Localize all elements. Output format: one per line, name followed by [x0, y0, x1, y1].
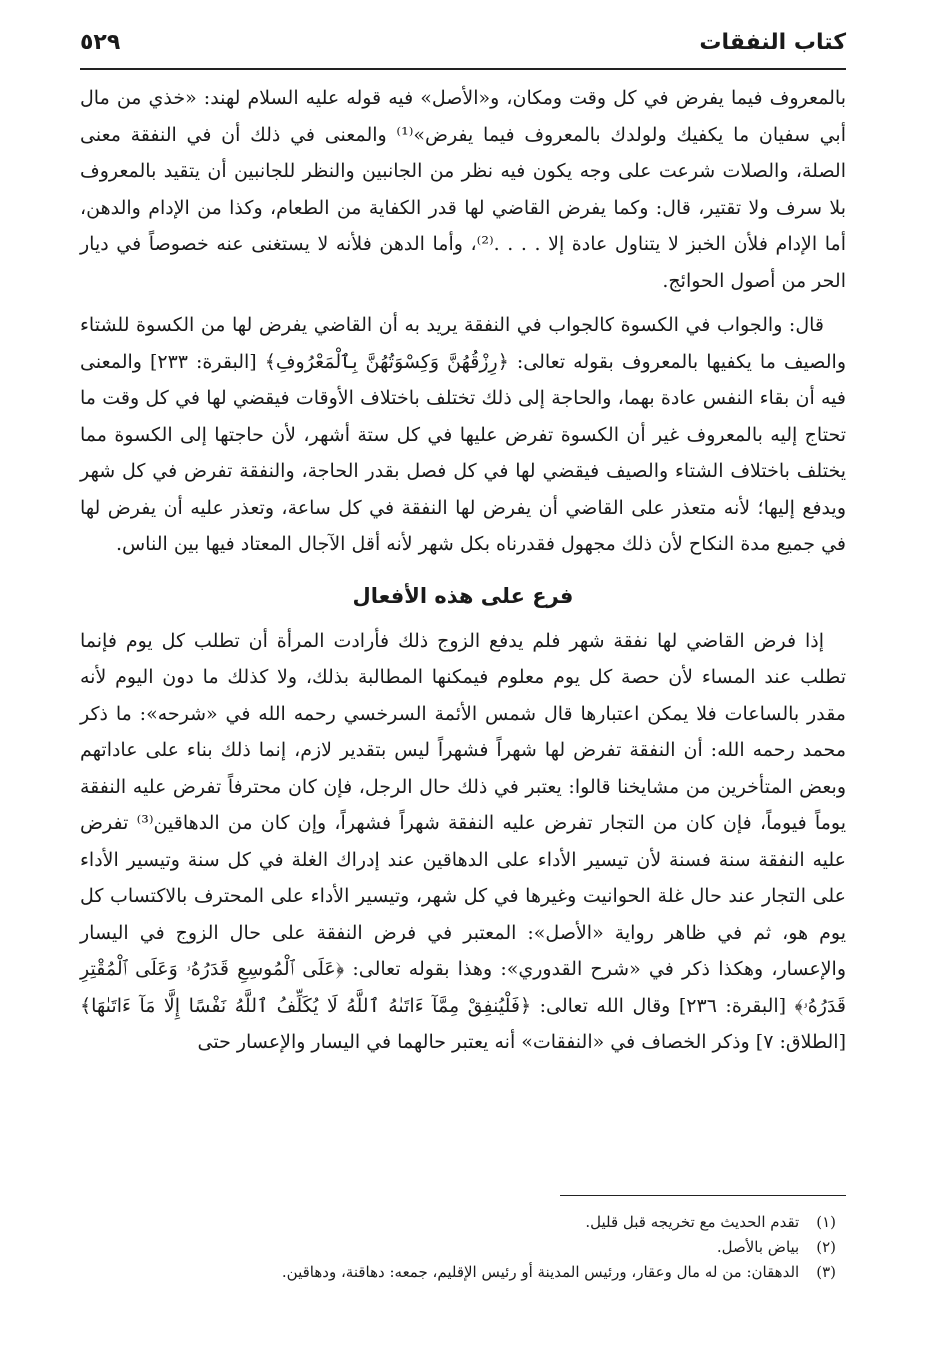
footnote	[80, 1210, 836, 1235]
header-divider	[80, 68, 846, 70]
footnote-number: (٣)	[816, 1263, 836, 1281]
footnote-number: (٢)	[816, 1238, 836, 1256]
page-header	[80, 28, 846, 68]
footnote-number: (١)	[816, 1213, 836, 1231]
footnotes	[80, 1210, 836, 1285]
paragraph: قال: والجواب في الكسوة كالجواب في النفقة يريد به أن القاضي يفرض لها من الكسوة للشتاء والصيف ما يكفيها بالمعروف بقوله تعالى: ﴿رِزْقُهُنَّ وَكِسْوَتُهُنَّ بِٱلْمَعْرُوفِ﴾ [البقرة: ٢٣٣] والمعنى فيه أن بقاء النفس عادة بهما، والحاجة إلى ذلك تختلف باختلاف الأوقات فيقضي لها في كل وقت ما تحتاج إليه بالمعروف غير أن الكسوة تفرض عليها في كل ستة أشهر، لأن حاجتها إلى الكسوة مما يختلف باختلاف الشتاء والصيف فيقضي لها في كل فصل بقدر الحاجة، والنفقة تفرض في كل شهر ويدفع إليها؛ لأنه متعذر على القاضي أن يفرض لها النفقة في كل ساعة، وتعذر عليه أن يفرض لها في جميع مدة النكاح لأن ذلك مجهول فقدرناه بكل شهر لأنه أقل الآجال المعتاد فيها بين الناس.	[80, 314, 846, 555]
footnote	[80, 1235, 836, 1260]
paragraph: إذا فرض القاضي لها نفقة شهر فلم يدفع الزوج ذلك فأرادت المرأة أن تطلب كل يوم فإنما تطلب عند المساء لأن حصة كل يوم معلوم فيمكنها المطالبة بذلك، ولا كذلك ما دون اليوم لأنه مقدر بالساعات فلا يمكن اعتبارها قال شمس الأئمة السرخسي رحمه الله في «شرحه»: ما ذكر محمد رحمه الله: أن النفقة تفرض لها شهراً فشهراً ليس بتقدير لازم، إنما ذلك بناء على عاداتهم وبعض المتأخرين من مشايخنا قالوا: يعتبر في ذلك حال الرجل، فإن كان محترفاً تفرض عليه النفقة يوماً فيوماً، فإن كان من التجار تفرض عليه النفقة شهراً فشهراً، وإن كان من الدهاقين⁽³⁾ تفرض عليه النفقة سنة فسنة لأن تيسير الأداء على الدهاقين عند إدراك الغلة في كل سنة وتيسير الأداء على التجار عند حال غلة الحوانيت وغيرها في كل شهر، وتيسير الأداء على المحترف بالاكتساب كل يوم هو، ثم في ظاهر رواية «الأصل»: المعتبر في فرض النفقة على حال الزوج في اليسار والإعسار، وهكذا ذكر في «شرح القدوري»: وهذا بقوله تعالى: ﴿عَلَى ٱلْمُوسِعِ قَدَرُهُۥ وَعَلَى ٱلْمُقْتِرِ قَدَرُهُۥ﴾ [البقرة: ٢٣٦] وقال الله تعالى: ﴿فَلْيُنفِقْ مِمَّآ ءَاتَىٰهُ ٱللَّهُ لَا يُكَلِّفُ ٱللَّهُ نَفْسًا إِلَّا مَآ ءَاتَىٰهَا﴾ [الطلاق: ٧] وذكر الخصاف في «النفقات» أنه يعتبر حالهما في اليسار والإعسار حتى	[80, 629, 846, 1053]
footnote	[80, 1260, 836, 1285]
chapter-title: كتاب النفقات	[699, 30, 846, 55]
paragraph: بالمعروف فيما يفرض في كل وقت ومكان، و«الأصل» فيه قوله عليه السلام لهند: «خذي من مال أبي سفيان ما يكفيك ولولدك بالمعروف فيما يفرض»⁽¹⁾ والمعنى في ذلك أن في النفقة معنى الصلة، والصلات شرعت على وجه يكون فيه نظر من الجانبين والنظر للجانبين أن يتقيد بالمعروف بلا سرف ولا تقتير، قال: وكما يفرض القاضي لها قدر الكفاية من الطعام، وكذا من الإدام والدهن، أما الإدام فلأن الخبز لا يتناول عادة إلا . . . .⁽²⁾، وأما الدهن فلأنه لا يستغنى عنه خصوصاً في ديار الحر من أصول الحوائج.	[80, 87, 847, 292]
main-text	[80, 80, 846, 1061]
footnote-text: تقدم الحديث مع تخريجه قبل قليل.	[585, 1213, 800, 1231]
footnote-text: بياض بالأصل.	[716, 1238, 800, 1256]
footnote-text: الدهقان: من له مال وعقار، ورئيس المدينة أو رئيس الإقليم، جمعه: دهاقنة، ودهاقين.	[281, 1263, 800, 1281]
footnote-divider	[560, 1195, 846, 1196]
section-heading: فرع على هذه الأفعال	[352, 583, 574, 608]
page-number: ٥٢٩	[80, 30, 121, 55]
